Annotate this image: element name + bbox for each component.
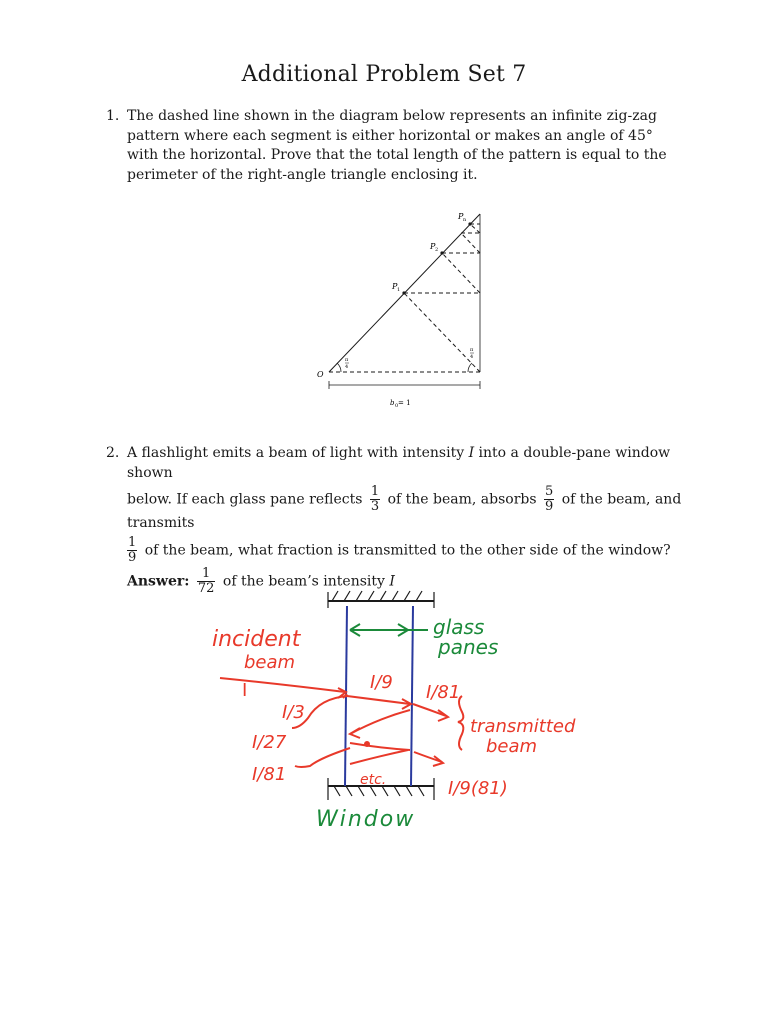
ray-i0: I (242, 680, 248, 701)
problem-2-line-1: A flashlight emits a beam of light with intensity I into a double-pane window shown (127, 445, 671, 481)
page-title: Additional Problem Set 7 (241, 62, 527, 87)
problem-2-number: 2. (106, 445, 120, 461)
ray-i27: I/27 (252, 732, 287, 753)
problem-1-number: 1. (106, 108, 120, 124)
angle-right-den: 4 (470, 354, 474, 360)
absorb-fraction: $\frac{5}{9}$ (545, 484, 554, 514)
ray-i81: I/81 (426, 682, 461, 703)
base-label: b (390, 399, 395, 407)
transmit-fraction: $\frac{1}{9}$ (128, 534, 137, 565)
glass-label-1: glass (433, 615, 485, 639)
p1-label: P (392, 282, 398, 291)
angle-left-num: π (345, 357, 349, 363)
problem-1 (106, 107, 686, 185)
p2-label: P (430, 242, 436, 251)
ray-i9: I/9 (370, 672, 393, 693)
answer-line: Answer: $\frac{1}{72}$ of the beam’s intensity I (127, 565, 395, 596)
problem-1-text: The dashed line shown in the diagram below represents an infinite zig-zag pattern where each segment is either horizontal or makes an angle of 45° with the horizontal. Prove that the total length of the pattern is equal to the perimeter of the right-angle triangle enclosing it. (127, 108, 667, 183)
reflect-fraction: $\frac{1}{3}$ (370, 484, 380, 514)
incident-label-1: incident (212, 627, 301, 652)
problem-2 (106, 444, 686, 596)
zigzag-diagram (300, 205, 500, 415)
base-eq: = 1 (398, 399, 411, 407)
p2-sub: 2 (435, 247, 439, 253)
transmitted-label-2: beam (486, 736, 538, 757)
problem-2-line-2: below. If each glass pane reflects $\frac{1}{3}$ of the beam, absorbs $\frac{5}{9}$ of the beam, and transmits (127, 484, 682, 531)
ray-i981: I/9(81) (448, 778, 508, 799)
p1-sub: 1 (397, 287, 401, 293)
answer-fraction: $\frac{1}{72}$ (197, 565, 215, 596)
base-sub: 0 (395, 403, 399, 409)
answer-label: Answer: (127, 573, 190, 589)
ray-i81b: I/81 (252, 764, 287, 785)
pn-sub: n (463, 217, 467, 223)
etc-label: etc. (360, 772, 387, 788)
ray-i3: I/3 (282, 702, 305, 723)
angle-right-num: π (470, 347, 474, 353)
problem-2-line-3: $\frac{1}{9}$ of the beam, what fraction is transmitted to the other side of the window? (128, 534, 671, 565)
incident-label-2: beam (244, 652, 296, 673)
window-sketch (200, 588, 600, 838)
pn-label: P (458, 212, 464, 221)
origin-label: O (317, 370, 324, 379)
window-label: Window (316, 807, 416, 832)
transmitted-label-1: transmitted (470, 716, 576, 737)
angle-left-den: 4 (345, 364, 349, 370)
glass-label-2: panes (438, 635, 499, 659)
